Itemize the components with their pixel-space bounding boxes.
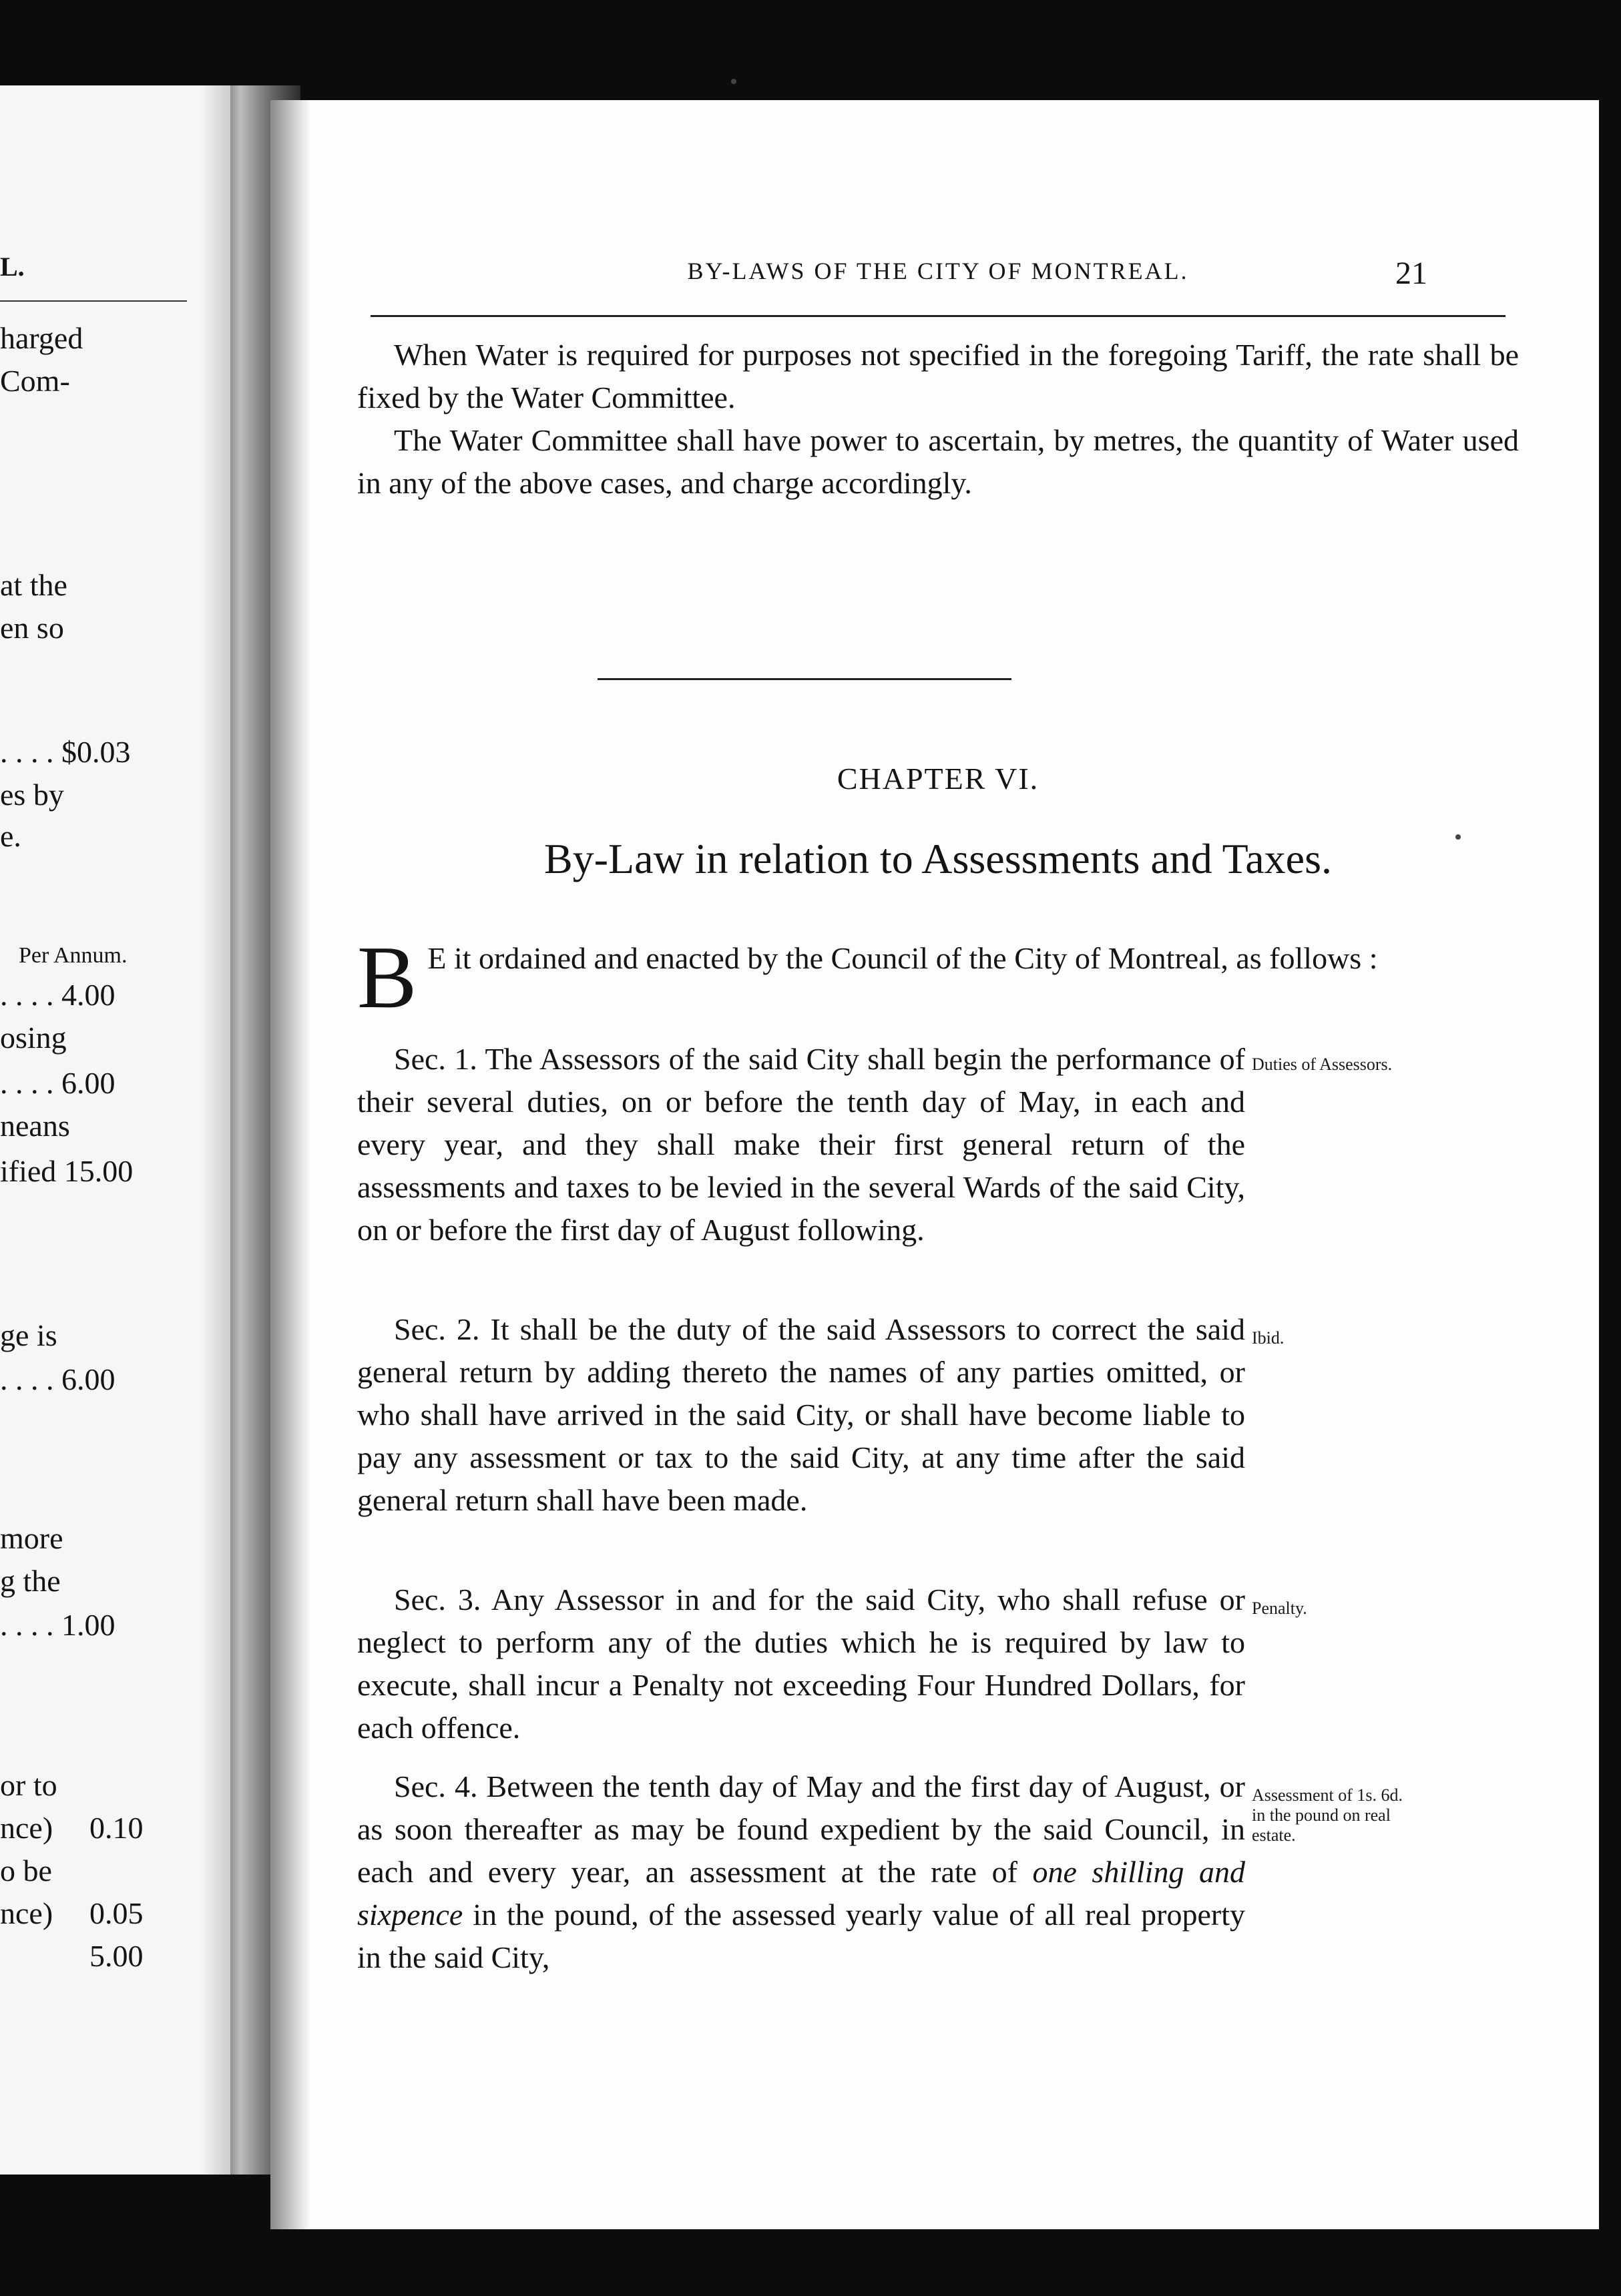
section-text: Sec. 3. Any Assessor in and for the said City, who shall refuse or neglect to perform any of the duties which he is required by law to execute, shall incur a Penalty not exceeding Four Hundred Dollars, for each offence. — [357, 1583, 1245, 1745]
scan-speck — [1455, 834, 1461, 840]
chapter-heading: CHAPTER VI. — [837, 762, 1039, 796]
left-text-fragment: harged — [0, 321, 83, 355]
section-2 — [357, 1308, 1245, 1522]
left-text-value: . . . . 6.00 — [0, 1066, 115, 1100]
section-text: Sec. 1. The Assessors of the said City shall begin the performance of their several duties, on or before the tenth day of May, in each and every year, and they shall make their first general return of the assessments and taxes to be levied in the several Wards of the said City, on or before the first day of August following. — [357, 1042, 1245, 1247]
drop-cap: B — [357, 928, 417, 1027]
section-1 — [357, 1038, 1245, 1251]
left-text-value: . . . . 4.00 — [0, 978, 115, 1012]
per-annum-label: Per Annum. — [19, 943, 128, 968]
left-page — [0, 85, 230, 2175]
section-text — [357, 1765, 1245, 1979]
page-number: 21 — [1395, 256, 1427, 291]
left-text-fragment: en so — [0, 611, 64, 645]
scan-speck — [731, 79, 736, 84]
left-text-fragment: ge is — [0, 1318, 57, 1352]
section-text-italic: one shilling and sixpence — [357, 1855, 1245, 1932]
left-text-fragment: Com- — [0, 364, 70, 398]
left-text-fragment: or to — [0, 1768, 57, 1802]
water-paragraphs — [357, 334, 1519, 505]
left-head-rule — [0, 300, 187, 302]
left-text-fragment: es by — [0, 778, 64, 812]
section-divider — [598, 678, 1011, 680]
gutter-shadow — [270, 100, 310, 2229]
left-text-fragment: at the — [0, 568, 67, 602]
section-text-part: Sec. 4. Between the tenth day of May and the first day of August, or as soon thereafter as may be found expedient by the said Council, in each and every year, an assessment at the rate of — [357, 1769, 1245, 1889]
left-text-value: 0.10 — [89, 1811, 144, 1845]
left-text-fragment: o be — [0, 1853, 52, 1888]
left-text-fragment: neans — [0, 1109, 70, 1143]
left-text-fragment: nce) — [0, 1811, 53, 1845]
margin-note: Assessment of 1s. 6d. in the pound on real estate. — [1252, 1785, 1403, 1845]
margin-note: Penalty. — [1252, 1599, 1307, 1618]
right-page — [270, 100, 1599, 2229]
left-text-value: 0.05 — [89, 1896, 144, 1930]
left-text-value: ified 15.00 — [0, 1154, 134, 1188]
bylaw-title: By-Law in relation to Assessments and Taxes. — [544, 835, 1332, 882]
left-text-value: . . . . $0.03 — [0, 735, 131, 769]
paragraph-water-rate: When Water is required for purposes not specified in the foregoing Tariff, the rate shall be fixed by the Water Committee. — [357, 338, 1519, 414]
left-text-value: . . . . 1.00 — [0, 1608, 115, 1642]
left-text-value: 5.00 — [89, 1939, 144, 1973]
margin-note: Ibid. — [1252, 1328, 1285, 1348]
left-text-value: . . . . 6.00 — [0, 1362, 115, 1396]
left-text-fragment: g the — [0, 1564, 61, 1598]
margin-note: Duties of Assessors. — [1252, 1055, 1393, 1074]
section-3 — [357, 1579, 1245, 1749]
enacting-clause-text: E it ordained and enacted by the Council of the City of Montreal, as follows : — [427, 941, 1378, 975]
left-text-fragment: nce) — [0, 1896, 53, 1930]
enacting-clause — [357, 928, 1519, 1027]
running-head: BY-LAWS OF THE CITY OF MONTREAL. — [687, 258, 1189, 284]
left-running-head-fragment: L. — [0, 252, 25, 282]
left-text-fragment: osing — [0, 1021, 67, 1055]
section-text: Sec. 2. It shall be the duty of the said Assessors to correct the said general return by adding thereto the names of any parties omitted, or who shall have arrived in the said City, or shall have become liable to pay any assessment or tax to the said City, at any time after the said general return shall have been made. — [357, 1312, 1245, 1517]
left-text-fragment: more — [0, 1521, 63, 1555]
header-rule — [371, 315, 1506, 317]
left-text-fragment: e. — [0, 819, 21, 853]
section-4 — [357, 1765, 1245, 1979]
paragraph-water-metres: The Water Committee shall have power to ascertain, by metres, the quantity of Water used in any of the above cases, and charge accordingly. — [357, 423, 1519, 500]
section-text-part: in the pound, of the assessed yearly value of all real property in the said City, — [357, 1898, 1245, 1974]
